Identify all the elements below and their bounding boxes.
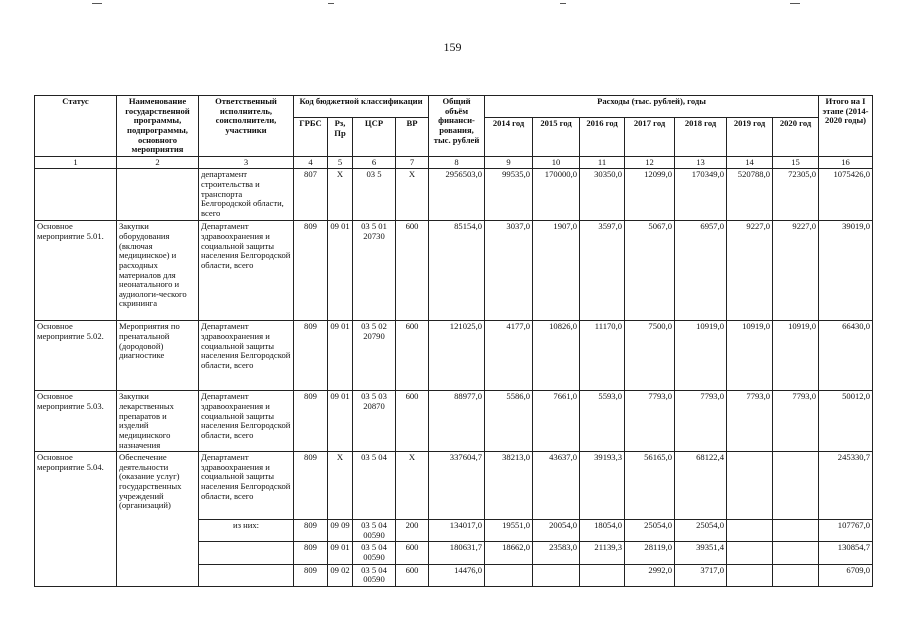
y2020-cell	[773, 452, 819, 520]
csr-cell: 03 5 01 20730	[353, 221, 396, 321]
csr-cell: 03 5 04 00590	[353, 542, 396, 564]
total-cell: 134017,0	[429, 520, 485, 542]
stage-total-cell: 66430,0	[819, 321, 873, 391]
empty-cell	[199, 542, 294, 564]
name-cell: Закупки лекарственных препаратов и изделий медицинского назначения	[117, 391, 199, 452]
sub-label-cell: из них:	[199, 520, 294, 542]
col-number: 12	[625, 156, 675, 169]
y2015-cell: 7661,0	[533, 391, 580, 452]
y2017-cell: 25054,0	[625, 520, 675, 542]
col-number: 8	[429, 156, 485, 169]
table-row	[35, 452, 873, 520]
status-cell: Основное мероприятие 5.03.	[35, 391, 117, 452]
grbs-cell: 809	[294, 542, 328, 564]
y2020-cell	[773, 564, 819, 586]
col-number: 6	[353, 156, 396, 169]
y2016-cell: 39193,3	[580, 452, 625, 520]
y2017-cell: 5067,0	[625, 221, 675, 321]
y2014-cell: 18662,0	[485, 542, 533, 564]
budget-table	[34, 95, 873, 587]
stage-total-cell: 245330,7	[819, 452, 873, 520]
stage-total-cell: 107767,0	[819, 520, 873, 542]
vr-cell: Х	[396, 452, 429, 520]
col-number: 2	[117, 156, 199, 169]
y2014-cell: 4177,0	[485, 321, 533, 391]
y2014-cell: 38213,0	[485, 452, 533, 520]
y2014-cell: 19551,0	[485, 520, 533, 542]
col-expenses: Расходы (тыс. рублей), годы	[485, 96, 819, 118]
grbs-cell: 809	[294, 564, 328, 586]
col-year-2019: 2019 год	[727, 117, 773, 156]
y2015-cell: 170000,0	[533, 169, 580, 221]
vr-cell: 600	[396, 542, 429, 564]
name-cell: Мероприятия по пренатальной (дородовой) диагностике	[117, 321, 199, 391]
col-budget-code: Код бюджетной классификации	[294, 96, 429, 118]
col-status: Статус	[35, 96, 117, 157]
grbs-cell: 809	[294, 391, 328, 452]
rzpr-cell: 09 01	[328, 221, 353, 321]
y2020-cell: 10919,0	[773, 321, 819, 391]
y2017-cell: 28119,0	[625, 542, 675, 564]
responsible-cell: Департамент здравоохранения и социальной защиты населения Белгородской области, всего	[199, 321, 294, 391]
y2015-cell	[533, 564, 580, 586]
total-cell: 88977,0	[429, 391, 485, 452]
stage-total-cell: 39019,0	[819, 221, 873, 321]
status-cell: Основное мероприятие 5.04.	[35, 452, 117, 587]
y2019-cell	[727, 542, 773, 564]
y2018-cell: 68122,4	[675, 452, 727, 520]
y2016-cell: 30350,0	[580, 169, 625, 221]
col-total-financing: Общий объём финанси-рования, тыс. рублей	[429, 96, 485, 157]
col-number: 16	[819, 156, 873, 169]
y2016-cell: 21139,3	[580, 542, 625, 564]
vr-cell: Х	[396, 169, 429, 221]
col-number: 10	[533, 156, 580, 169]
y2017-cell: 7793,0	[625, 391, 675, 452]
table-row	[35, 221, 873, 321]
csr-cell: 03 5 03 20870	[353, 391, 396, 452]
col-number: 15	[773, 156, 819, 169]
y2019-cell	[727, 564, 773, 586]
col-vr: ВР	[396, 117, 429, 156]
stage-total-cell: 130854,7	[819, 542, 873, 564]
col-responsible: Ответственный исполнитель, соисполнители, участники	[199, 96, 294, 157]
vr-cell: 600	[396, 391, 429, 452]
total-cell: 85154,0	[429, 221, 485, 321]
vr-cell: 600	[396, 321, 429, 391]
y2015-cell: 10826,0	[533, 321, 580, 391]
y2018-cell: 6957,0	[675, 221, 727, 321]
responsible-cell: департамент строительства и транспорта Белгородской области, всего	[199, 169, 294, 221]
y2018-cell: 25054,0	[675, 520, 727, 542]
table-row	[35, 321, 873, 391]
y2015-cell: 1907,0	[533, 221, 580, 321]
vr-cell: 200	[396, 520, 429, 542]
col-number: 1	[35, 156, 117, 169]
total-cell: 2956503,0	[429, 169, 485, 221]
page-number: 159	[443, 40, 462, 54]
y2015-cell: 23583,0	[533, 542, 580, 564]
rzpr-cell: 09 09	[328, 520, 353, 542]
y2019-cell: 9227,0	[727, 221, 773, 321]
y2016-cell: 3597,0	[580, 221, 625, 321]
col-csr: ЦСР	[353, 117, 396, 156]
col-name: Наименование государственной программы, подпрограммы, основного мероприятия	[117, 96, 199, 157]
y2018-cell: 3717,0	[675, 564, 727, 586]
status-cell: Основное мероприятие 5.01.	[35, 221, 117, 321]
col-number: 5	[328, 156, 353, 169]
vr-cell: 600	[396, 564, 429, 586]
y2016-cell: 11170,0	[580, 321, 625, 391]
responsible-cell: Департамент здравоохранения и социальной защиты населения Белгородской области, всего	[199, 221, 294, 321]
y2017-cell: 7500,0	[625, 321, 675, 391]
total-cell: 337604,7	[429, 452, 485, 520]
grbs-cell: 809	[294, 520, 328, 542]
col-number: 3	[199, 156, 294, 169]
col-number: 14	[727, 156, 773, 169]
stage-total-cell: 6709,0	[819, 564, 873, 586]
y2019-cell: 10919,0	[727, 321, 773, 391]
y2020-cell	[773, 520, 819, 542]
header-row	[35, 96, 873, 118]
y2020-cell: 9227,0	[773, 221, 819, 321]
total-cell: 180631,7	[429, 542, 485, 564]
col-number: 13	[675, 156, 727, 169]
y2017-cell: 56165,0	[625, 452, 675, 520]
rzpr-cell: Х	[328, 169, 353, 221]
col-number: 11	[580, 156, 625, 169]
col-year-2016: 2016 год	[580, 117, 625, 156]
empty-cell	[199, 564, 294, 586]
total-cell: 14476,0	[429, 564, 485, 586]
y2019-cell	[727, 520, 773, 542]
y2018-cell: 170349,0	[675, 169, 727, 221]
y2015-cell: 20054,0	[533, 520, 580, 542]
rzpr-cell: 09 02	[328, 564, 353, 586]
col-year-2020: 2020 год	[773, 117, 819, 156]
stage-total-cell: 50012,0	[819, 391, 873, 452]
col-year-2014: 2014 год	[485, 117, 533, 156]
name-cell: Закупки оборудования (включая медицинское) и расходных материалов для неонатального и аудиологи-ческого скрининга	[117, 221, 199, 321]
y2018-cell: 39351,4	[675, 542, 727, 564]
col-year-2018: 2018 год	[675, 117, 727, 156]
csr-cell: 03 5 04 00590	[353, 520, 396, 542]
y2019-cell: 7793,0	[727, 391, 773, 452]
status-cell: Основное мероприятие 5.02.	[35, 321, 117, 391]
csr-cell: 03 5	[353, 169, 396, 221]
column-number-row	[35, 156, 873, 169]
y2018-cell: 7793,0	[675, 391, 727, 452]
status-cell	[35, 169, 117, 221]
col-number: 9	[485, 156, 533, 169]
responsible-cell: Департамент здравоохранения и социальной защиты населения Белгородской области, всего	[199, 452, 294, 520]
y2014-cell: 3037,0	[485, 221, 533, 321]
vr-cell: 600	[396, 221, 429, 321]
grbs-cell: 809	[294, 221, 328, 321]
col-year-2017: 2017 год	[625, 117, 675, 156]
rzpr-cell: Х	[328, 452, 353, 520]
y2017-cell: 2992,0	[625, 564, 675, 586]
y2020-cell: 7793,0	[773, 391, 819, 452]
y2020-cell	[773, 542, 819, 564]
grbs-cell: 807	[294, 169, 328, 221]
responsible-cell: Департамент здравоохранения и социальной защиты населения Белгородской области, всего	[199, 391, 294, 452]
y2015-cell: 43637,0	[533, 452, 580, 520]
col-grbs: ГРБС	[294, 117, 328, 156]
col-number: 4	[294, 156, 328, 169]
rzpr-cell: 09 01	[328, 542, 353, 564]
grbs-cell: 809	[294, 452, 328, 520]
y2019-cell	[727, 452, 773, 520]
y2014-cell	[485, 564, 533, 586]
csr-cell: 03 5 04	[353, 452, 396, 520]
y2014-cell: 5586,0	[485, 391, 533, 452]
csr-cell: 03 5 02 20790	[353, 321, 396, 391]
y2016-cell: 18054,0	[580, 520, 625, 542]
y2017-cell: 12099,0	[625, 169, 675, 221]
y2018-cell: 10919,0	[675, 321, 727, 391]
y2014-cell: 99535,0	[485, 169, 533, 221]
total-cell: 121025,0	[429, 321, 485, 391]
y2016-cell	[580, 564, 625, 586]
y2019-cell: 520788,0	[727, 169, 773, 221]
col-number: 7	[396, 156, 429, 169]
rzpr-cell: 09 01	[328, 321, 353, 391]
rzpr-cell: 09 01	[328, 391, 353, 452]
col-rzpr: Рз, Пр	[328, 117, 353, 156]
name-cell	[117, 169, 199, 221]
col-year-2015: 2015 год	[533, 117, 580, 156]
grbs-cell: 809	[294, 321, 328, 391]
csr-cell: 03 5 04 00590	[353, 564, 396, 586]
table-row	[35, 169, 873, 221]
table-row	[35, 391, 873, 452]
y2016-cell: 5593,0	[580, 391, 625, 452]
y2020-cell: 72305,0	[773, 169, 819, 221]
stage-total-cell: 1075426,0	[819, 169, 873, 221]
name-cell: Обеспечение деятельности (оказание услуг) государственных учреждений (организаций)	[117, 452, 199, 587]
col-stage-total: Итого на I этапе (2014-2020 годы)	[819, 96, 873, 157]
